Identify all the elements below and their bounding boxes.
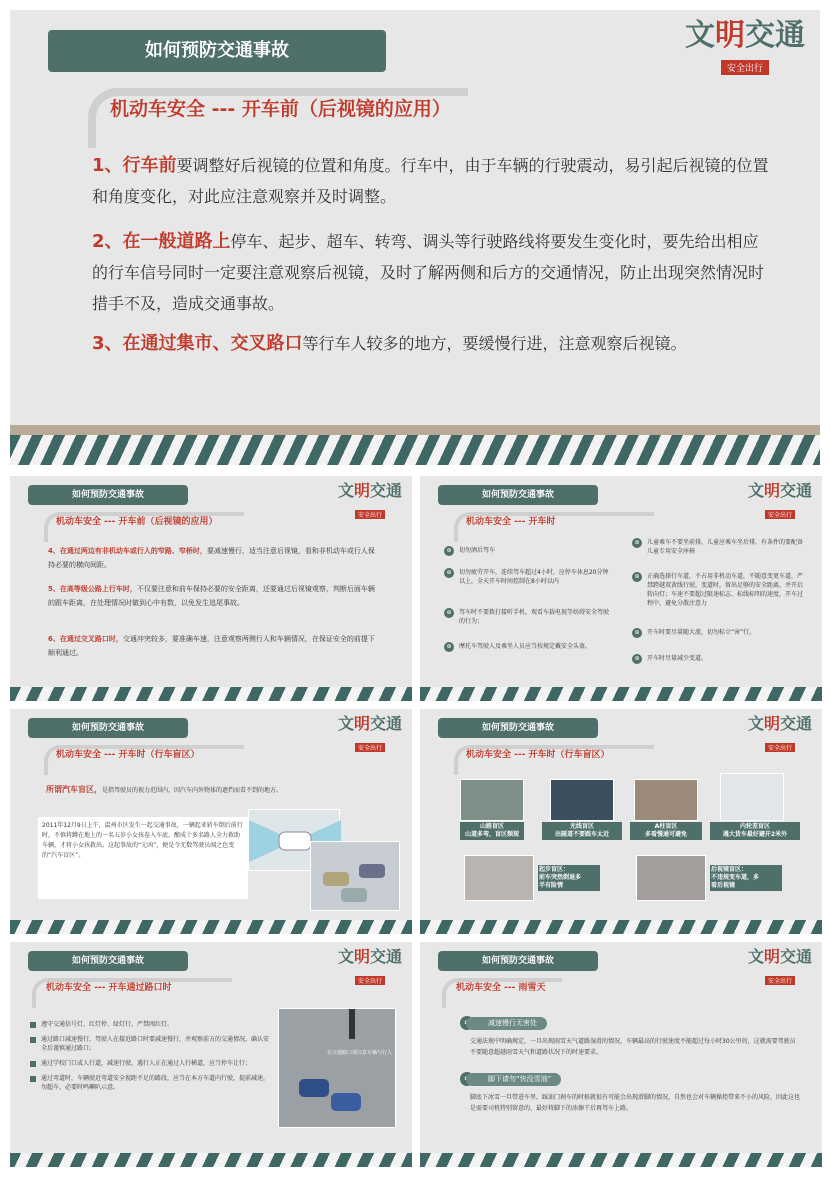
tunnel-photo [550,779,614,821]
logo: 文明交通 安全出行 [337,714,403,752]
mirror-blind-photo [636,855,706,901]
list-item: ⊛ 切勿疲劳开车，连续驾车超过4小时，应停车休息20分钟以上，全天开车时间控制在8小时以内 [444,568,614,586]
crosswalk-stripes [10,687,412,701]
divider-band [10,425,820,435]
photo-label: 在交通路口请注意车辆与行人 [326,1050,392,1056]
caption: 起步盲区： 前车突然倒退多 半有险情 [538,865,600,891]
slide-5 [420,709,822,934]
slide-subtitle: 机动车安全 --- 开车时（行车盲区） [466,750,610,760]
list-item: ⊛ 摩托车驾驶人及乘坐人员应当按规定戴安全头盔。 [444,642,591,652]
slide-header: 如何预防交通事故 [28,485,188,505]
list-item: 通过路口减速慢行，驾驶人在接近路口时要减速慢行，并观察前方的交通情况，确认安全后谨慎通过路口； [30,1035,270,1053]
paragraph-4: 4、在通过两边有非机动车或行人的窄路、窄桥时，要减速慢行，适当注意后视镜，看和非机动车或行人保持必要的横向间距。 [48,547,375,569]
crosswalk-stripes [420,687,822,701]
crosswalk-stripes [10,1153,412,1167]
tip-pill-1: 减速慢行无害处 [466,1017,547,1030]
logo: 文明交通 安全出行 [747,947,813,985]
slide-subtitle: 机动车安全 --- 雨雪天 [456,983,546,993]
caption: 光线盲区 出隧道不要跟车太近 [542,822,622,840]
slide-header: 如何预防交通事故 [438,718,598,738]
crosswalk-stripes [10,435,820,465]
slide-header: 如何预防交通事故 [438,485,598,505]
car-icon: ⊛ [632,538,642,548]
list-item: ⊛ 驾车时不要拨打接听手机，观看车载电视等妨碍安全驾驶的行为； [444,608,614,626]
start-blind-photo [464,855,534,901]
caption: A柱盲区 多看慢通可避免 [630,822,702,840]
cars-photo [310,841,400,911]
logo: 文明交通 安全出行 [747,481,813,519]
car-icon: ⊛ [632,654,642,664]
inner-wheel-diagram [720,773,784,821]
logo: 文明交通 安全出行 [685,18,805,74]
intersection-photo [278,1008,396,1128]
list-item: ⊛ 正确选择行车道，不占用非机动车道，不随意变更车道，严禁跨越双黄线行驶，变道时，留出足够的安全距离，并开启转向灯；车速不要超过限速标志、标线标明的速度，开车过程中，避免分散注意力 [632,572,804,608]
car-icon: ⊛ [444,568,454,578]
slide-subtitle: 机动车安全 --- 开车通过路口时 [46,983,172,993]
slide-header: 如何预防交通事故 [48,30,386,72]
paragraph-5: 5、在高等级公路上行车时，不仅要注意和前车保持必要的安全距离，还要通过后视镜观察，判断后面车辆的跟车距离，在处理情况时做到心中有数，以免发生追尾事故。 [48,585,375,607]
slide-6 [10,942,412,1167]
a-pillar-photo [634,779,698,821]
logo-tag: 安全出行 [721,60,769,75]
paragraph-3: 3、在通过集市、交叉路口等行车人较多的地方，要缓慢行进，注意观察后视镜。 [92,333,687,354]
car-icon: ⊛ [444,608,454,618]
slide-7 [420,942,822,1167]
caption: 后视镜盲区： 不违规变车道，多 看后视镜 [710,865,782,891]
caption: 内轮差盲区 遇大货车最好避开2米外 [710,822,800,840]
list-item: ⊛ 开车时要尽量随大流，切勿标立“害”行。 [632,628,755,638]
slide-subtitle: 机动车安全 --- 开车前（后视镜的应用） [110,98,451,120]
car-icon: ⊛ [632,572,642,582]
caption: 山路盲区 山道多弯，盲区频现 [460,822,524,840]
tip-text-2: 脚底下冰雪一旦带进车里，踩油门刹车的时候就很有可能会出现滑脚的情况，自然也会对车辆操控带来不小的风险，因此这也是需要司机特别留意的，最好将脚下的冰擦干后再驾车上路。 [470,1094,801,1112]
list-item: 遵守交通信号灯，红灯停、绿灯行，严禁闯红灯。 [30,1020,270,1029]
tip-text-1: 交通法规中明确规定，一旦出现雨雪天气道路湿滑的情况，车辆最高的行驶速度不能超过每小时30公里的，这就需要驾驶员不要随意超越雨雪天气和道路状况下的时速要求。 [470,1038,796,1056]
crossing-rules-list [30,1020,270,1098]
logo: 文明交通 安全出行 [337,947,403,985]
crosswalk-stripes [420,920,822,934]
list-item: 通过学校门口或人行道，减速行驶，遇行人正在通过人行横道，应当停车让行； [30,1059,270,1068]
car-icon: ⊛ [444,546,454,556]
slide-2 [10,476,412,701]
car-icon: ⊛ [444,642,454,652]
list-item: 通过弯道时，车辆驶近弯道安全视距不足的路段，应当在本方车道内行驶，提前减速，勿超车，必要时鸣喇叭示意。 [30,1074,270,1092]
list-item: ⊛ 切勿酒后驾车 [444,546,495,556]
crosswalk-stripes [10,920,412,934]
slide-header: 如何预防交通事故 [28,718,188,738]
slide-4 [10,709,412,934]
slide-subtitle: 机动车安全 --- 开车时（行车盲区） [56,750,200,760]
list-item: ⊛ 开车时尽量减少变道。 [632,654,707,664]
slide-header: 如何预防交通事故 [438,951,598,971]
slide-header: 如何预防交通事故 [28,951,188,971]
slide-3 [420,476,822,701]
slide-subtitle: 机动车安全 --- 开车时 [466,517,556,527]
paragraph-1: 1、行车前要调整好后视镜的位置和角度。行车中，由于车辆的行驶震动，易引起后视镜的位置和角度变化，对此应注意观察并及时调整。 [92,155,769,206]
car-icon: ⊛ [632,628,642,638]
tip-pill-2: 脚下请勿“快没雪油” [466,1073,561,1086]
slide-subtitle: 机动车安全 --- 开车前（后视镜的应用） [56,517,218,527]
paragraph-2: 2、在一般道路上停车、起步、超车、转弯、调头等行驶路线将要发生变化时，要先给出相应的行车信号同时一定要注意观察后视镜，及时了解两侧和后方的交通情况，防止出现突然情况时措手不及，造成交通事故。 [92,231,765,313]
case-box: 2011年12月9日上午，温州市区发生一起交通事故，一辆起亚轿车倒后前行时，不慎将蹲在地上的一名五岁小女孩卷入车底，酿成十多名路人全力救助车辆，才将小女孩救出。这起事故的“元凶”，便是令无数驾驶员闻之色变的“汽车盲区”。 [38,817,248,899]
mountain-road-photo [460,779,524,821]
paragraph-6: 6、在通过交叉路口时，交通冲突较多，要准确车速，注意观察两侧行人和车辆情况，在保证安全的前提下顺利通过。 [48,635,375,657]
slide-1 [10,10,820,465]
list-item: ⊛ 儿童乘车不要坐前排，儿童应乘车坐后排，有条件的要配备儿童专用安全座椅 [632,538,804,556]
logo: 文明交通 安全出行 [337,481,403,519]
definition: 所谓汽车盲区，是指驾驶员的视力范围内，因汽车内外物体的遮挡而看不到的地方。 [46,785,283,794]
logo: 文明交通 安全出行 [747,714,813,752]
crosswalk-stripes [420,1153,822,1167]
